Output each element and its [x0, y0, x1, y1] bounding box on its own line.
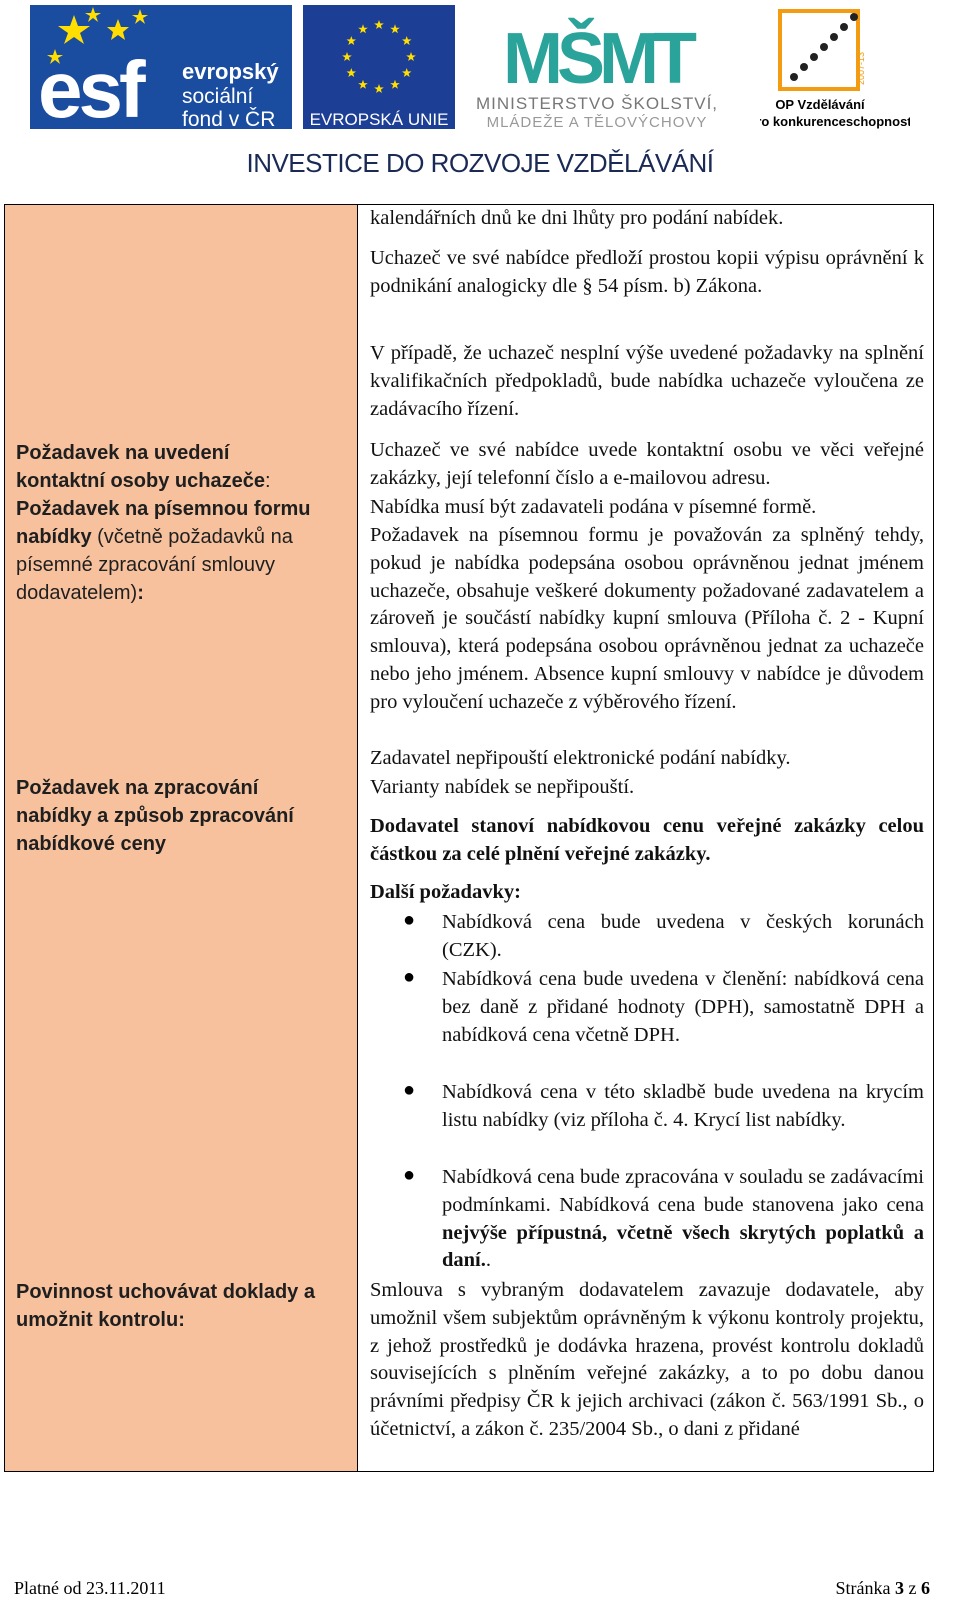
svg-text:OP Vzdělávání: OP Vzdělávání [775, 97, 865, 112]
esf-logo-graphic [30, 5, 292, 129]
label-contact-person: Požadavek na uvedení kontaktní osoby uchazeče: [16, 442, 271, 492]
paragraph-written-form-detail: Požadavek na písemnou formu je považován za splněný tehdy, pokud je nabídka podepsána osobou oprávněnou jednat jménem uchazeče, obsahuje veškeré dokumenty požadované zadavatelem a zároveň je součástí nabídky kupní smlouva (Příloha č. 2 - Kupní smlouva), která podepsána osobou oprávněnou jednat za uchazeče nebo jeho jménem. Absence kupní smlouvy v nabídce je důvodem pro vyloučení uchazeče z výběrového řízení. [370, 524, 924, 713]
paragraph-no-variants: Varianty nabídek se nepřipouští. [370, 776, 635, 798]
paragraph-exclusion: V případě, že uchazeč nesplní výše uvedené požadavky na splnění kvalifikačních předpokladů, bude nabídka uchazeče vyloučena ze zadávacího řízení. [370, 342, 924, 420]
paragraph-no-electronic: Zadavatel nepřipouští elektronické podání nabídky. [370, 747, 791, 769]
table-label-column [5, 205, 358, 1471]
svg-text:pro konkurenceschopnost: pro konkurenceschopnost [760, 114, 910, 129]
heading-other-requirements: Další požadavky: [370, 881, 521, 903]
paragraph-deadline-days: kalendářních dnů ke dni lhůty pro podání nabídek. [370, 207, 784, 229]
label-document-retention: Povinnost uchovávat doklady a umožnit kontrolu: [16, 1281, 315, 1331]
svg-text:fond v ČR: fond v ČR [182, 108, 276, 129]
paragraph-license-copy: Uchazeč ve své nabídce předloží prostou kopii výpisu oprávnění k podnikání analogicky dle § 54 písm. b) Zákona. [370, 247, 924, 297]
tender-requirements-table [4, 204, 934, 1472]
header-slogan: INVESTICE DO ROZVOJE VZDĚLÁVÁNÍ [246, 148, 714, 178]
op-vzdelavani-logo [760, 5, 910, 129]
msmt-logo-graphic [465, 5, 730, 129]
bullet-icon: ● [403, 1079, 416, 1101]
eu-flag-graphic [303, 5, 455, 129]
esf-logo [30, 5, 292, 129]
svg-text:EVROPSKÁ UNIE: EVROPSKÁ UNIE [309, 110, 449, 129]
footer-valid-from: Platné od 23.11.2011 [14, 1578, 166, 1598]
op-logo-graphic [760, 5, 910, 129]
paragraph-bid-price: Dodavatel stanoví nabídkovou cenu veřejné zakázky celou částkou za celé plnění veřejné zakázky. [370, 815, 924, 865]
label-written-form: Požadavek na písemnou formu nabídky (včetně požadavků na písemné zpracování smlouvy dodavatelem): [16, 498, 311, 604]
svg-text:MŠMT: MŠMT [503, 19, 691, 99]
svg-text:sociální: sociální [182, 85, 254, 108]
list-item-vat-breakdown: Nabídková cena bude uvedena v členění: nabídková cena bez daně z přidané hodnoty (DPH), samostatně DPH a nabídková cena včetně DPH. [442, 968, 924, 1046]
bullet-icon: ● [403, 1164, 416, 1186]
eu-logo [303, 5, 455, 129]
svg-text:MLÁDEŽE A TĚLOVÝCHOVY: MLÁDEŽE A TĚLOVÝCHOVY [486, 114, 708, 129]
list-item-max-price: Nabídková cena bude zpracována v souladu se zadávacími podmínkami. Nabídková cena bude stanovena jako cena nejvýše přípustná, včetně všech skrytých poplatků a daní.. [442, 1166, 924, 1272]
bullet-icon: ● [403, 909, 416, 931]
paragraph-written-form: Nabídka musí být zadavateli podána v písemné formě. [370, 496, 817, 518]
paragraph-contact-person: Uchazeč ve své nabídce uvede kontaktní osobu ve věci veřejné zakázky, její telefonní číslo a e-mailovou adresu. [370, 439, 924, 489]
label-bid-processing: Požadavek na zpracování nabídky a způsob zpracování nabídkové ceny [16, 777, 294, 855]
list-item-czk: Nabídková cena bude uvedena v českých korunách (CZK). [442, 911, 924, 961]
footer-page-number: Stránka 3 z 6 [835, 1578, 930, 1598]
msmt-logo [465, 5, 730, 129]
svg-text:MINISTERSTVO ŠKOLSTVÍ,: MINISTERSTVO ŠKOLSTVÍ, [475, 94, 719, 113]
page-header [0, 0, 960, 190]
paragraph-document-retention: Smlouva s vybraným dodavatelem zavazuje dodavatele, aby umožnil všem subjektům oprávněným k výkonu kontroly projektu, z jehož prostředků je dodávka hrazena, provést kontrolu dokladů souvisejících s plněním veřejné zakázky, a to po dobu danou právními předpisy ČR k jejich archivaci (zákon č. 563/1991 Sb., o účetnictví, a zákon č. 235/2004 Sb., o dani z přidané [370, 1279, 924, 1440]
svg-text:2007-13: 2007-13 [856, 51, 866, 85]
svg-text:evropský: evropský [182, 59, 279, 84]
list-item-cover-sheet: Nabídková cena v této skladbě bude uvedena na krycím listu nabídky (viz příloha č. 4. Krycí list nabídky. [442, 1081, 924, 1131]
svg-text:esf: esf [38, 45, 142, 129]
bullet-icon: ● [403, 966, 416, 988]
table-content-column [358, 205, 933, 1471]
